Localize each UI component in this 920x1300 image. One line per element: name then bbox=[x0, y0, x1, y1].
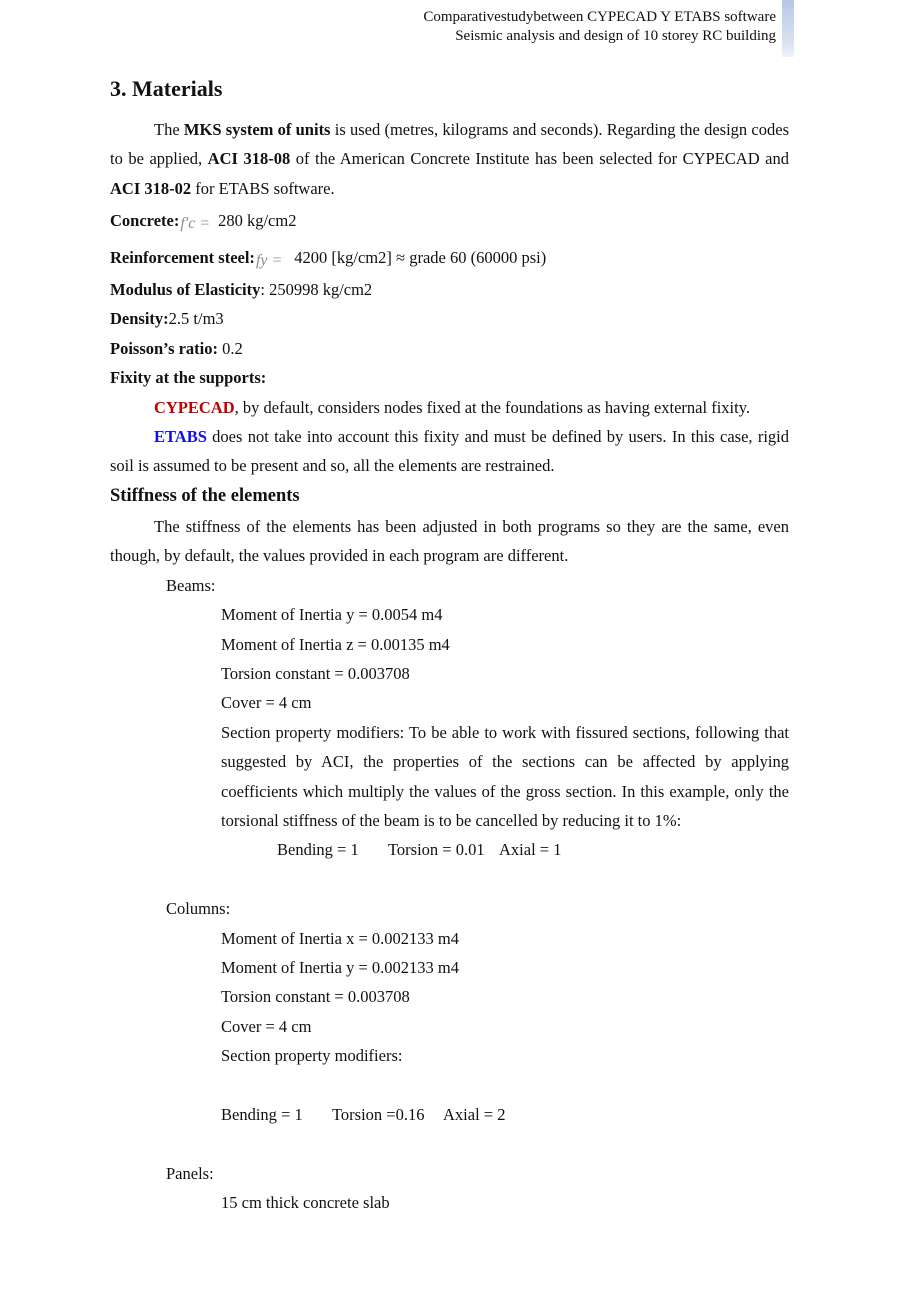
beams-item: Torsion constant = 0.003708 bbox=[221, 663, 410, 683]
columns-bending: Bending = 1 bbox=[221, 1104, 303, 1124]
modulus-value: : 250998 kg/cm2 bbox=[260, 280, 373, 300]
intro-text-1: The bbox=[154, 120, 184, 139]
beams-item: Moment of Inertia z = 0.00135 m4 bbox=[221, 634, 450, 654]
columns-torsion: Torsion =0.16 bbox=[332, 1104, 425, 1124]
beams-modifiers-text: Section property modifiers: To be able to work with fissured sections, following that suggested by ACI, the properties of the sections can be affected by applying coefficients which multiply the values of the gross section. In this example, only the torsional stiffness of the beam is to be cancelled by reducing it to 1%: bbox=[221, 722, 789, 830]
beams-label: Beams: bbox=[166, 575, 216, 595]
concrete-formula: f'c = bbox=[180, 215, 211, 233]
section-title: 3. Materials bbox=[110, 76, 223, 101]
columns-item: Moment of Inertia x = 0.002133 m4 bbox=[221, 928, 459, 948]
steel-line bbox=[110, 243, 789, 275]
steel-value: 4200 [kg/cm2] ≈ grade 60 (60000 psi) bbox=[294, 247, 547, 267]
etabs-name: ETABS bbox=[154, 427, 207, 447]
density-value: 2.5 t/m3 bbox=[168, 309, 224, 329]
columns-modifier-values bbox=[110, 1100, 789, 1129]
stiffness-heading: Stiffness of the elements bbox=[110, 485, 300, 506]
fixity-etabs-paragraph bbox=[110, 422, 789, 481]
header-line-1: Comparativestudybetween CYPECAD Y ETABS software bbox=[423, 9, 776, 25]
panels-label: Panels: bbox=[166, 1163, 214, 1183]
beams-bending: Bending = 1 bbox=[277, 840, 359, 860]
stiffness-intro: The stiffness of the elements has been adjusted in both programs so they are the same, even though, by default, the values provided in each program are different. bbox=[110, 516, 789, 566]
poisson-line bbox=[110, 334, 789, 363]
spacer bbox=[110, 865, 789, 894]
modulus-line bbox=[110, 275, 789, 304]
steel-label: Reinforcement steel: bbox=[110, 247, 255, 267]
fixity-cypecad-paragraph bbox=[110, 393, 789, 422]
columns-item: Cover = 4 cm bbox=[221, 1016, 312, 1036]
columns-item: Moment of Inertia y = 0.002133 m4 bbox=[221, 957, 459, 977]
cypecad-text: , by default, considers nodes fixed at the foundations as having external fixity. bbox=[234, 397, 751, 417]
etabs-text: does not take into account this fixity and must be defined by users. In this case, rigid soil is assumed to be present and so, all the elements are restrained. bbox=[110, 427, 789, 476]
beams-axial: Axial = 1 bbox=[499, 840, 562, 860]
modulus-label: Modulus of Elasticity bbox=[110, 280, 261, 300]
concrete-line bbox=[110, 206, 789, 238]
intro-text-4: for ETABS software. bbox=[191, 178, 335, 198]
spacer bbox=[110, 1071, 789, 1100]
steel-formula: fy = bbox=[255, 251, 283, 269]
beams-modifier-values bbox=[110, 835, 789, 864]
beams-torsion: Torsion = 0.01 bbox=[388, 840, 485, 860]
cypecad-name: CYPECAD bbox=[154, 397, 235, 417]
fixity-heading-text: Fixity at the supports: bbox=[110, 368, 267, 388]
intro-bold-aci-318-02: ACI 318-02 bbox=[110, 178, 192, 198]
poisson-value: 0.2 bbox=[218, 338, 243, 358]
intro-text-2: is used (metres, kilograms and seconds). Regarding the design codes to be applied, bbox=[110, 120, 790, 169]
concrete-value: 280 kg/cm2 bbox=[218, 211, 297, 231]
page-header bbox=[423, 8, 776, 46]
fixity-heading bbox=[110, 363, 789, 392]
intro-paragraph bbox=[110, 115, 789, 203]
density-label: Density: bbox=[110, 309, 169, 329]
header-accent-bar bbox=[782, 0, 794, 57]
page-content bbox=[110, 74, 789, 1218]
beams-item: Moment of Inertia y = 0.0054 m4 bbox=[221, 605, 443, 625]
columns-item: Section property modifiers: bbox=[221, 1046, 403, 1066]
columns-item: Torsion constant = 0.003708 bbox=[221, 987, 410, 1007]
columns-axial: Axial = 2 bbox=[443, 1104, 506, 1124]
panels-item: 15 cm thick concrete slab bbox=[221, 1193, 390, 1213]
spacer bbox=[110, 1129, 789, 1158]
columns-label: Columns: bbox=[166, 899, 231, 919]
header-line-2: Seismic analysis and design of 10 storey RC building bbox=[455, 28, 776, 44]
beams-item: Cover = 4 cm bbox=[221, 693, 312, 713]
intro-text-3: of the American Concrete Institute has been selected for CYPECAD and bbox=[290, 149, 789, 169]
intro-bold-aci-318-08: ACI 318-08 bbox=[207, 149, 291, 169]
intro-bold-units: MKS system of units bbox=[183, 120, 331, 139]
density-line bbox=[110, 304, 789, 333]
poisson-label: Poisson’s ratio: bbox=[110, 338, 219, 358]
concrete-label: Concrete: bbox=[110, 211, 180, 231]
